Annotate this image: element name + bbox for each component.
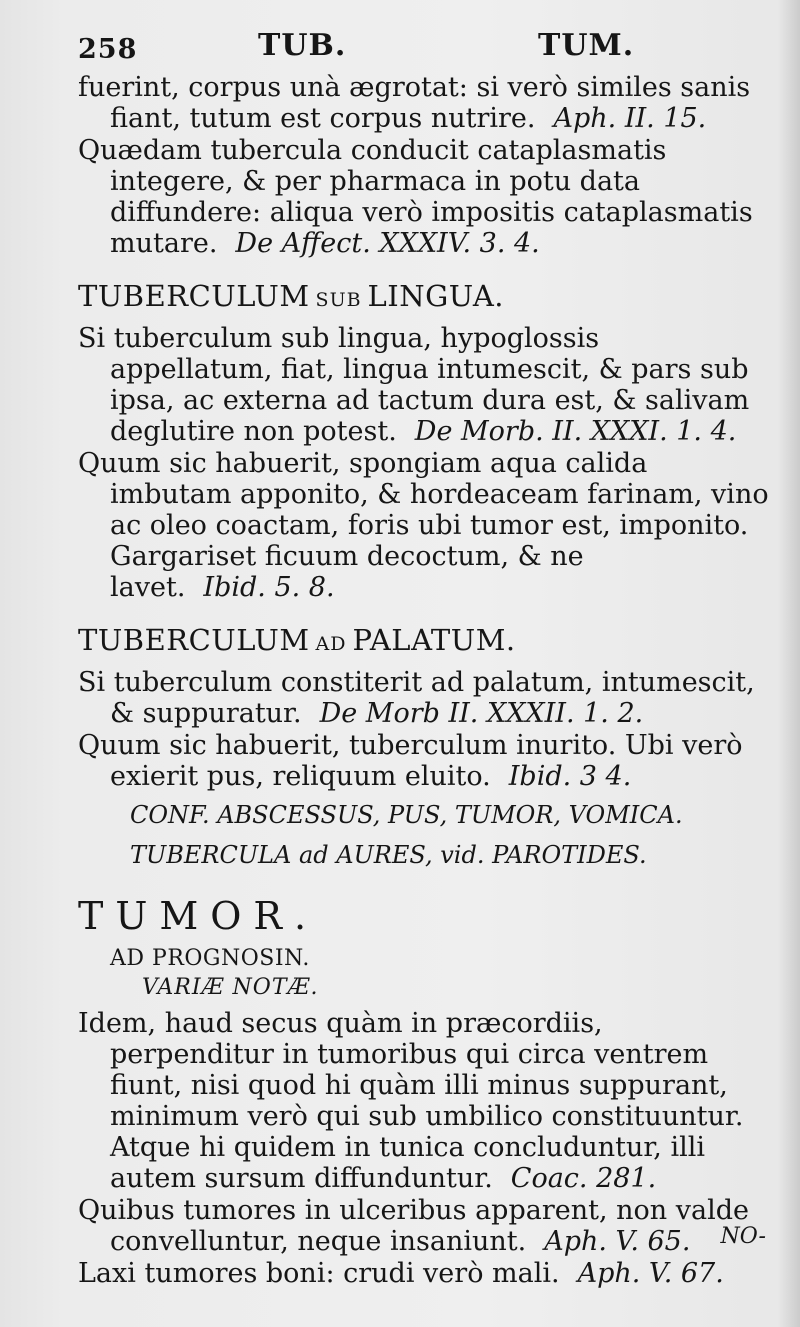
paragraph-text: Si tuberculum sub lingua, hypoglossis appellatum, fiat, lingua intumescit, & pars sub ipsa, ac externa ad tactum dura est, & salivam deglutire non potest. [78,323,750,447]
paragraph-text: fuerint, corpus unà ægrotat: si verò similes sanis fiant, tutum est corpus nutrire. [78,72,751,134]
paragraph-text: Idem, haud secus quàm in præcordiis, perpenditur in tumoribus qui circa ventrem fiunt, nisi quod hi quàm illi minus suppurant, minimum verò qui sub umbilico constituuntur. Atque hi quidem in tunica concluduntur, illi autem sursum diffunduntur. [78,1008,744,1194]
heading-pre: TUBERCULUM [78,279,310,313]
paragraph-text: Laxi tumores boni: crudi verò mali. [78,1258,560,1289]
paragraph [78,1195,770,1257]
header-left: TUB. [258,28,347,63]
paragraph-text: Quum sic habuerit, spongiam aqua calida imbutam apponito, & hordeaceam farinam, vino ac oleo coactam, foris ubi tumor est, imponito. Gargariset ficuum decoctum, & ne lavet. [78,448,769,603]
heading-post: PALATUM. [352,623,516,657]
heading-pre: TUBERCULUM [78,623,310,657]
sub-subheading: VARIÆ NOTÆ. [142,975,319,1000]
cross-reference: CONF. ABSCESSUS, PUS, TUMOR, VOMICA. [130,801,683,829]
citation-reference: Ibid. 5. 8. [203,572,335,603]
citation-reference: Coac. 281. [510,1163,657,1194]
page-body [78,72,770,1289]
section-heading [78,279,770,313]
paragraph [78,1008,770,1194]
paragraph [78,135,770,259]
paragraph-text: Quædam tubercula conducit cataplasmatis integere, & per pharmaca in potu data diffundere: aliqua verò impositis cataplasmatis mutare. [78,135,753,259]
paragraph-text: Quibus tumores in ulceribus apparent, non valde convelluntur, neque insaniunt. [78,1195,749,1257]
paragraph [78,323,770,447]
heading-post: LINGUA. [367,279,505,313]
running-header [78,28,770,72]
citation-reference: Ibid. 3 4. [508,761,632,792]
paragraph-text: Si tuberculum constiterit ad palatum, intumescit, & suppuratur. [78,667,755,729]
paragraph [78,667,770,729]
citation-reference: De Affect. XXXIV. 3. 4. [235,228,540,259]
page-edge-shadow [778,0,800,1327]
heading-small: SUB [315,289,362,311]
paragraph [78,1258,770,1289]
header-right: TUM. [538,28,635,63]
page-number: 258 [78,34,138,65]
heading-small: AD [315,633,347,655]
paragraph [78,72,770,134]
section-heading [78,623,770,657]
citation-reference: Aph. V. 65. [544,1226,691,1257]
paragraph [78,448,770,603]
main-heading: TUMOR. [78,894,319,938]
citation-reference: De Morb. II. XXXI. 1. 4. [414,416,737,447]
citation-reference: Aph. V. 67. [577,1258,724,1289]
paragraph-text: Quum sic habuerit, tuberculum inurito. Ubi verò exierit pus, reliquum eluito. [78,730,743,792]
paragraph [78,730,770,792]
citation-reference: De Morb II. XXXII. 1. 2. [319,698,644,729]
citation-reference: Aph. II. 15. [553,103,707,134]
catchword: NO- [720,1224,766,1249]
cross-reference: TUBERCULA ad AURES, vid. PAROTIDES. [130,841,647,869]
subheading: AD PROGNOSIN. [110,946,310,971]
